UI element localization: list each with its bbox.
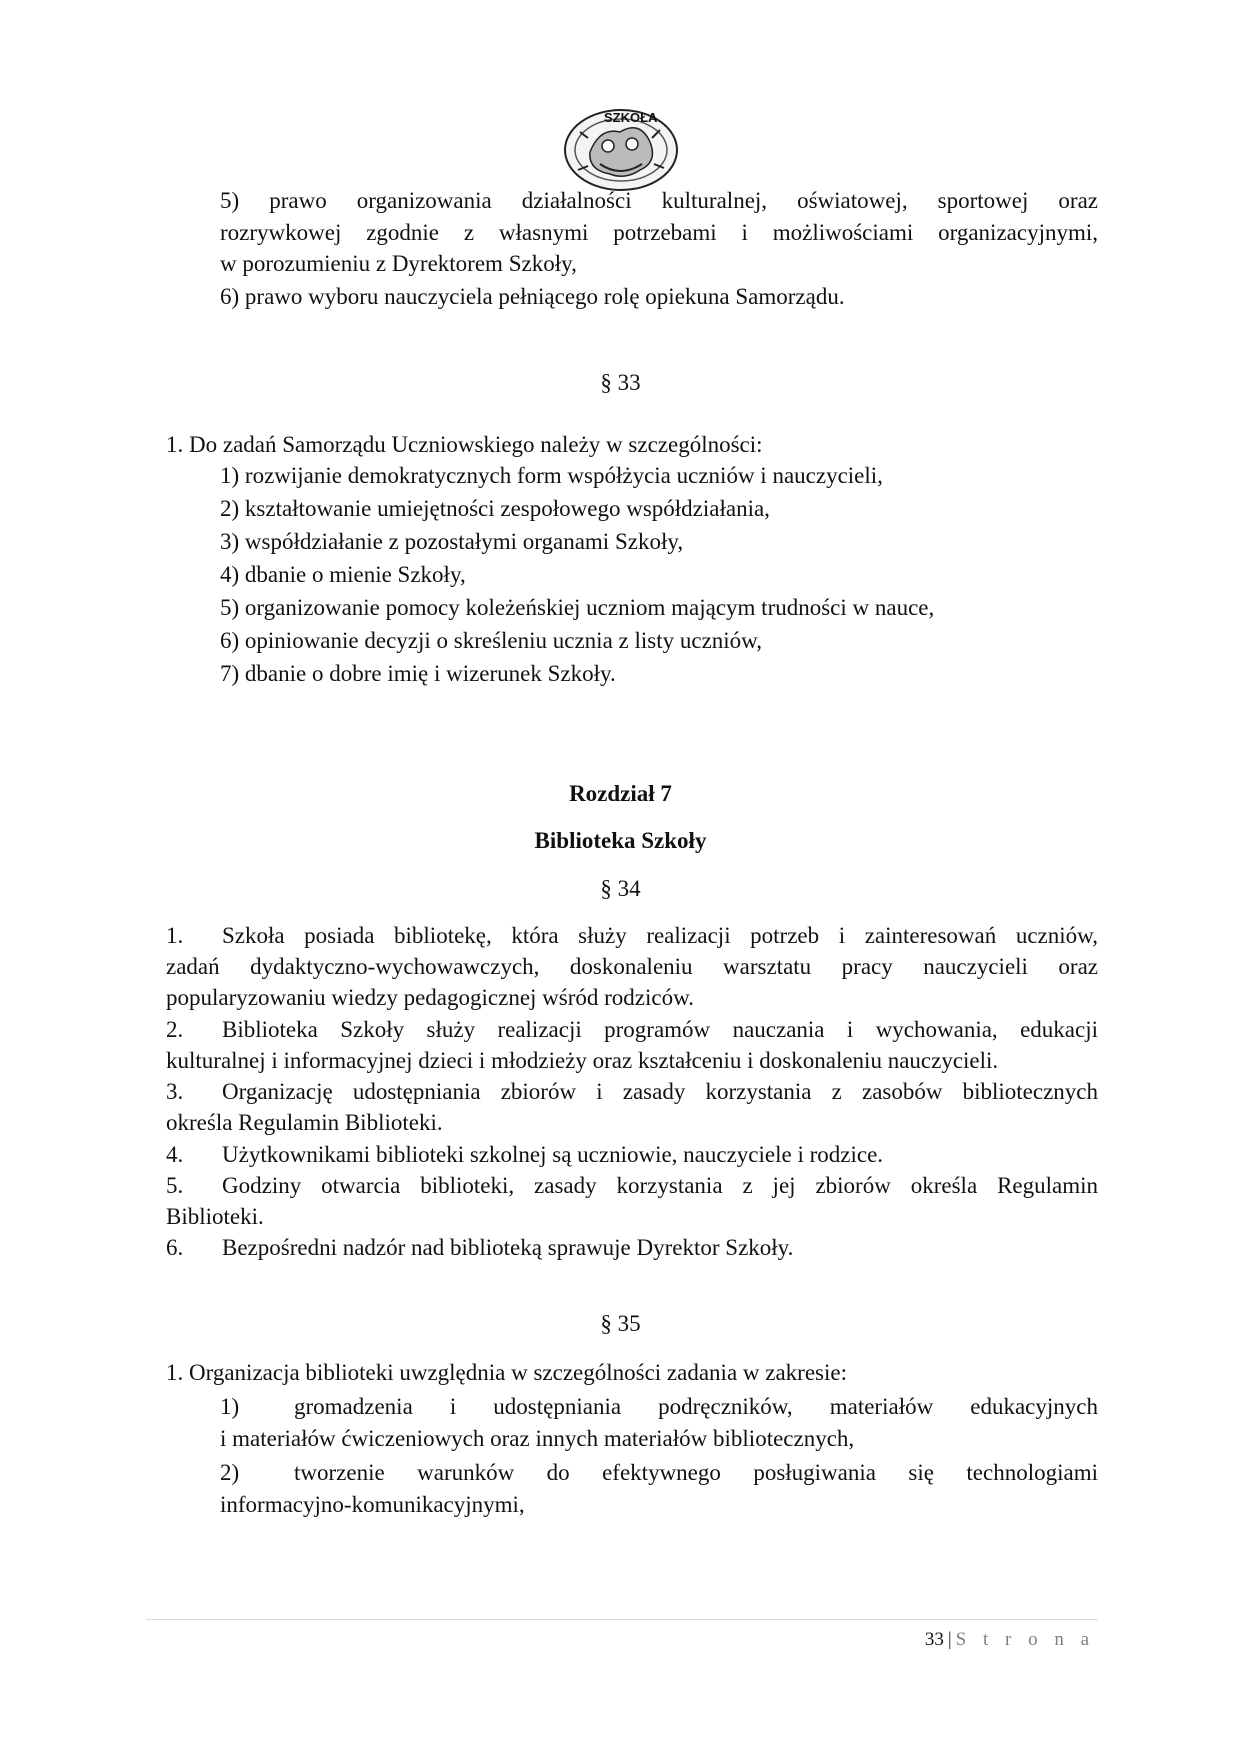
list-item — [220, 1458, 1098, 1488]
list-item-continuation: kulturalnej i informacyjnej dzieci i młodzieży oraz kształceniu i doskonaleniu nauczycieli. — [166, 1048, 999, 1073]
paragraph-heading: § 33 — [600, 370, 641, 395]
page-number: 33 — [924, 1629, 944, 1650]
paragraph-intro: 1. Organizacja biblioteki uwzględnia w szczególności zadania w zakresie: — [166, 1360, 847, 1385]
item-number: 1. — [166, 923, 184, 948]
page-footer — [925, 1628, 1095, 1652]
paragraph-heading: § 34 — [600, 876, 641, 901]
list-item: 4) dbanie o mienie Szkoły, — [220, 562, 466, 587]
list-item — [166, 1015, 1098, 1045]
item-number: 3. — [166, 1079, 184, 1104]
list-item — [166, 1233, 793, 1263]
list-item-continuation: zadań dydaktyczno-wychowawczych, doskonaleniu warsztatu pracy nauczycieli oraz — [166, 954, 1098, 979]
list-item — [166, 1171, 1098, 1201]
paragraph-intro: 1. Do zadań Samorządu Uczniowskiego należy w szczególności: — [166, 432, 763, 457]
list-item-continuation: określa Regulamin Biblioteki. — [166, 1110, 443, 1135]
school-emblem-icon — [560, 102, 682, 194]
paragraph-heading: § 35 — [600, 1311, 641, 1336]
list-item-continuation: informacyjno-komunikacyjnymi, — [220, 1492, 525, 1517]
item-text: tworzenie warunków do efektywnego posługiwania się technologiami — [294, 1460, 1098, 1485]
item-text: Godziny otwarcia biblioteki, zasady korzystania z jej zbiorów określa Regulamin — [222, 1173, 1098, 1198]
item-text: Biblioteka Szkoły służy realizacji programów nauczania i wychowania, edukacji — [222, 1017, 1098, 1042]
list-item: 6) prawo wyboru nauczyciela pełniącego rolę opiekuna Samorządu. — [220, 284, 845, 309]
item-number: 5. — [166, 1173, 184, 1198]
list-item — [220, 1392, 1098, 1422]
item-number: 2. — [166, 1017, 184, 1042]
list-item: 7) dbanie o dobre imię i wizerunek Szkoły. — [220, 661, 616, 686]
list-item — [166, 1077, 1098, 1107]
list-item: 6) opiniowanie decyzji o skreśleniu ucznia z listy uczniów, — [220, 628, 763, 653]
list-item — [166, 921, 1098, 951]
list-item-continuation: w porozumieniu z Dyrektorem Szkoły, — [220, 251, 577, 276]
chapter-title: Rozdział 7 — [569, 781, 672, 806]
chapter-subtitle: Biblioteka Szkoły — [534, 828, 707, 853]
list-item: 2) kształtowanie umiejętności zespołowego współdziałania, — [220, 496, 770, 521]
list-item-continuation: Biblioteki. — [166, 1204, 264, 1229]
list-item: 5) organizowanie pomocy koleżeńskiej uczniom mającym trudności w nauce, — [220, 595, 935, 620]
list-item: 5) prawo organizowania działalności kulturalnej, oświatowej, sportowej oraz — [220, 188, 1098, 213]
footer-divider — [146, 1619, 1098, 1620]
item-text: gromadzenia i udostępniania podręczników, materiałów edukacyjnych — [294, 1394, 1098, 1419]
page-word: S t r o n a — [955, 1629, 1095, 1650]
item-text: Użytkownikami biblioteki szkolnej są uczniowie, nauczyciele i rodzice. — [222, 1142, 884, 1167]
list-item: 1) rozwijanie demokratycznych form współżycia uczniów i nauczycieli, — [220, 463, 883, 488]
item-text: Szkoła posiada bibliotekę, która służy realizacji potrzeb i zainteresowań uczniów, — [222, 923, 1098, 948]
item-number: 1) — [220, 1394, 240, 1419]
list-item: 3) współdziałanie z pozostałymi organami Szkoły, — [220, 529, 684, 554]
list-item-continuation: rozrywkowej zgodnie z własnymi potrzebami i możliwościami organizacyjnymi, — [220, 220, 1098, 245]
logo-text: SZKOŁA — [604, 110, 658, 125]
list-item-continuation: popularyzowaniu wiedzy pedagogicznej wśród rodziców. — [166, 985, 694, 1010]
list-item — [166, 1140, 883, 1170]
list-item-continuation: i materiałów ćwiczeniowych oraz innych materiałów bibliotecznych, — [220, 1426, 855, 1451]
footer-separator: | — [947, 1629, 952, 1650]
item-number: 6. — [166, 1235, 184, 1260]
item-text: Bezpośredni nadzór nad biblioteką sprawuje Dyrektor Szkoły. — [222, 1235, 794, 1260]
item-text: Organizację udostępniania zbiorów i zasady korzystania z zasobów bibliotecznych — [222, 1079, 1098, 1104]
item-number: 4. — [166, 1142, 184, 1167]
item-number: 2) — [220, 1460, 240, 1485]
